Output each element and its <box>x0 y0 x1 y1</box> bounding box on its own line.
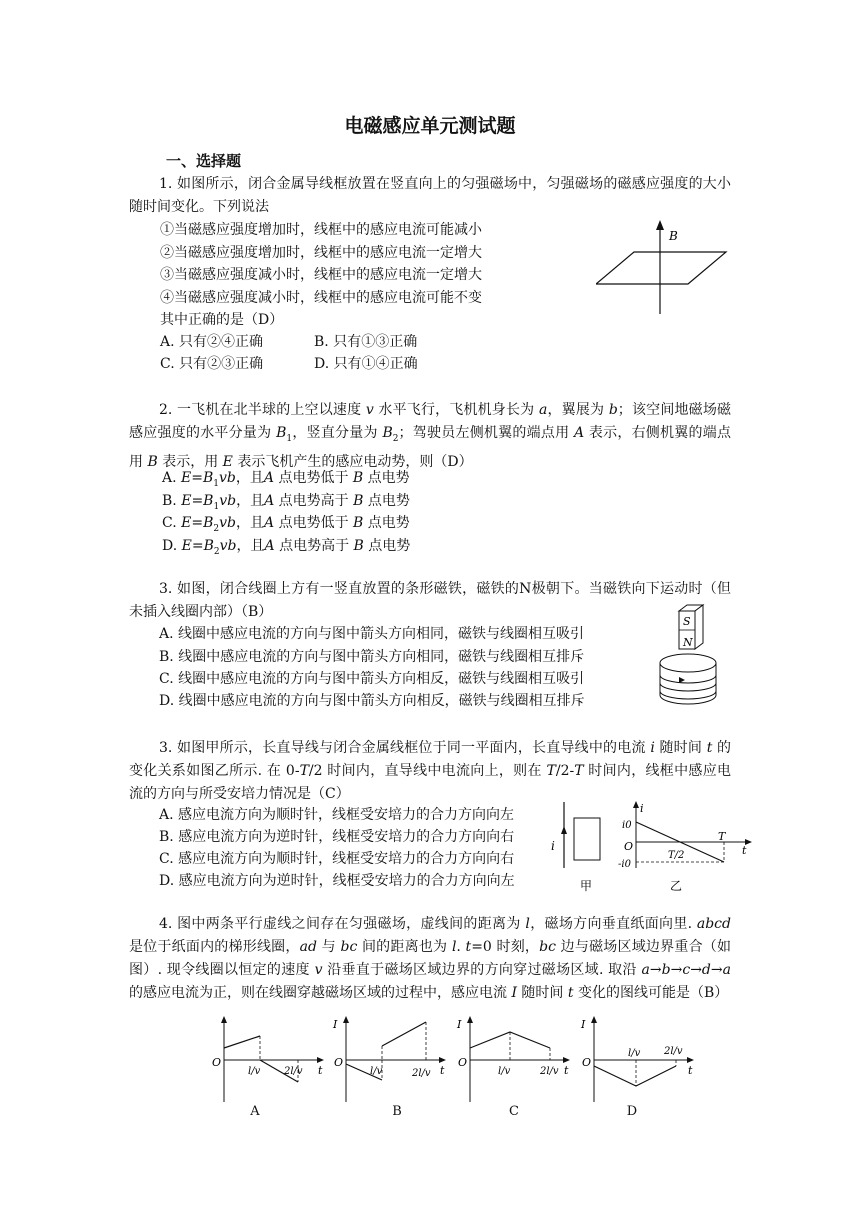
graph-tick-2lv: 2l/v <box>412 1068 431 1079</box>
graph-tick-lv: l/v <box>370 1066 383 1077</box>
q2-option-d: D. $E=B_2vb$，且A 点电势高于 B 点电势 <box>162 538 411 557</box>
q1-statement: ②当磁感应强度增加时，线框中的感应电流一定增大 <box>160 245 482 261</box>
graph-a-caption: A <box>250 1104 260 1119</box>
q1-statement: ①当磁感应强度增加时，线框中的感应电流可能减小 <box>160 222 482 238</box>
graph-i-label: I <box>457 1018 462 1031</box>
graph-origin-label: O <box>212 1056 222 1069</box>
q3b-option-c: C. 感应电流方向为顺时针，线框受安培力的合力方向向右 <box>159 851 515 867</box>
graph-origin-label: O <box>458 1056 468 1069</box>
graph-t-axis-label: t <box>564 1064 569 1077</box>
q1-figure-magnetic-field <box>596 218 728 318</box>
graph-t-end-label: T <box>718 830 726 843</box>
q4-graph-d <box>578 1014 704 1104</box>
graph-tick-lv: l/v <box>248 1066 261 1077</box>
q1-statement: ③当磁感应强度减小时，线框中的感应电流一定增大 <box>160 267 482 283</box>
q3a-figure-magnet-coil <box>655 603 725 711</box>
graph-d-caption: D <box>626 1104 638 1119</box>
graph-t-axis-label: t <box>742 844 747 857</box>
magnet-n-label: N <box>683 636 693 649</box>
graph-c-caption: C <box>509 1104 519 1119</box>
q3b-option-b: B. 感应电流方向为逆时针，线框受安培力的合力方向向右 <box>159 829 515 845</box>
q1-option-a: A. 只有②④正确 <box>160 334 264 350</box>
fig-jia-label: 甲 <box>580 879 593 893</box>
q3a-option-c: C. 线圈中感应电流的方向与图中箭头方向相反，磁铁与线圈相互吸引 <box>159 671 585 687</box>
graph-origin-label: O <box>582 1056 592 1069</box>
b-field-label: B <box>669 229 678 243</box>
q4-graph-b <box>330 1014 456 1104</box>
graph-origin-label: O <box>624 840 634 853</box>
q1-option-d: D. 只有①④正确 <box>314 356 418 372</box>
q1-option-b: B. 只有①③正确 <box>314 334 418 350</box>
q2-option-c: C. $E=B_2vb$，且A 点电势低于 B 点电势 <box>162 515 410 534</box>
section-heading: 一、选择题 <box>166 152 242 170</box>
graph-t-axis-label: t <box>688 1064 693 1077</box>
graph-neg-i0-label: -i0 <box>618 859 631 870</box>
graph-t-axis-label: t <box>318 1064 323 1077</box>
graph-b-caption: B <box>392 1104 402 1119</box>
q2-option-a: A. $E=B_1vb$，且A 点电势低于 B 点电势 <box>162 470 410 489</box>
current-arrow-icon <box>679 677 685 683</box>
graph-tick-2lv: 2l/v <box>540 1066 559 1077</box>
q3a-option-a: A. 线圈中感应电流的方向与图中箭头方向相同，磁铁与线圈相互吸引 <box>159 626 585 642</box>
graph-tick-2lv: 2l/v <box>664 1046 683 1057</box>
q1-stem: 1. 如图所示，闭合金属导线框放置在竖直向上的匀强磁场中，匀强磁场的磁感应强度的大小随时间变化。下列说法 <box>129 176 731 215</box>
q2-option-b: B. $E=B_1vb$，且A 点电势高于 B 点电势 <box>162 493 410 512</box>
q1-statement: ④当磁感应强度减小时，线框中的感应电流可能不变 <box>160 290 482 306</box>
q3a-option-d: D. 线圈中感应电流的方向与图中箭头方向相反，磁铁与线圈相互排斥 <box>159 693 585 709</box>
fig-yi-label: 乙 <box>670 879 683 893</box>
q1-option-c: C. 只有②③正确 <box>160 356 264 372</box>
q3b-option-d: D. 感应电流方向为逆时针，线框受安培力的合力方向向左 <box>159 873 515 889</box>
graph-i-label: i <box>640 802 644 815</box>
q4-graph-c <box>454 1014 580 1104</box>
graph-tick-lv: l/v <box>628 1048 641 1059</box>
q1-conclusion: 其中正确的是（D） <box>160 312 284 328</box>
q3b-figure-wire-loop <box>548 800 608 896</box>
q4-graph-a <box>208 1014 334 1104</box>
graph-t-half-label: T/2 <box>668 850 685 861</box>
graph-i-label: I <box>581 1018 586 1031</box>
q3a-option-b: B. 线圈中感应电流的方向与图中箭头方向相同，磁铁与线圈相互排斥 <box>159 649 585 665</box>
page-title: 电磁感应单元测试题 <box>344 115 516 137</box>
graph-t-axis-label: t <box>440 1064 445 1077</box>
q3b-figure-current-graph <box>616 800 756 896</box>
graph-i-label: I <box>333 1018 338 1031</box>
q3b-stem: 3. 如图甲所示，长直导线与闭合金属线框位于同一平面内，长直导线中的电流 i 随时间 t 的变化关系如图乙所示. 在 0-T/2 时间内，直导线中电流向上，则在 T/2-T 时间内，线框中感应电流的方向与所受安培力情况是（C） <box>129 740 732 802</box>
magnet-s-label: S <box>683 615 691 628</box>
graph-tick-lv: l/v <box>498 1066 511 1077</box>
q3b-option-a: A. 感应电流方向为顺时针，线框受安培力的合力方向向左 <box>159 807 515 823</box>
graph-tick-2lv: 2l/v <box>284 1066 303 1077</box>
graph-i0-label: i0 <box>622 820 632 831</box>
q4-stem: 4. 图中两条平行虚线之间存在匀强磁场，虚线间的距离为 l，磁场方向垂直纸面向里. abcd 是位于纸面内的梯形线圈，ad 与 bc 间的距离也为 l. t=0 时刻，bc 边与磁场区域边界重合（如图）. 现令线圈以恒定的速度 v 沿垂直于磁场区域边界的方向穿过磁场区域. 取沿 a→b→c→d→a 的感应电流为正，则在线圈穿越磁场区域的过程中，感应电流 I 随时间 t 变化的图线可能是（B） <box>129 916 732 1001</box>
wire-current-label: i <box>551 839 555 853</box>
q2-stem: 2. 一飞机在北半球的上空以速度 v 水平飞行，飞机机身长为 a，翼展为 b；该空间地磁场磁感应强度的水平分量为 $B_1$，竖直分量为 $B_2$；驾驶员左侧机翼的端点用 A 表示，右侧机翼的端点用 B 表示，用 E 表示飞机产生的感应电动势，则（D） <box>129 402 732 470</box>
q3a-stem: 3. 如图，闭合线圈上方有一竖直放置的条形磁铁，磁铁的N极朝下。当磁铁向下运动时（但未插入线圈内部）（B） <box>129 581 731 620</box>
graph-origin-label: O <box>334 1056 344 1069</box>
